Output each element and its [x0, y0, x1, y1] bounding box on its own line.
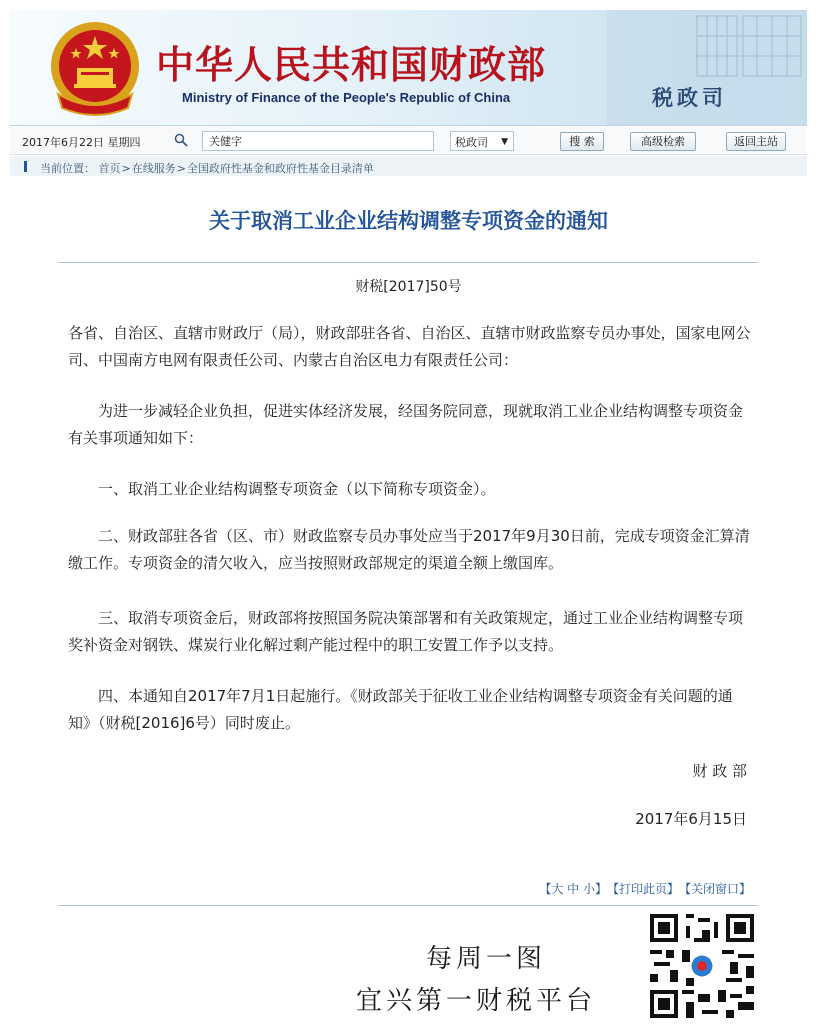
article-paragraph: 二、财政部驻各省（区、市）财政监察专员办事处应当于2017年9月30日前，完成专项资金汇算清缴工作。专项资金的清欠收入，应当按照财政部规定的渠道全额上缴国库。	[68, 527, 750, 572]
close-window-link[interactable]: 【关闭窗口】	[684, 882, 751, 896]
breadcrumb-text	[40, 160, 374, 176]
breadcrumb-item-fund-list[interactable]: 全国政府性基金和政府性基金目录清单	[186, 162, 374, 175]
breadcrumb	[10, 156, 807, 176]
keyword-input[interactable]	[202, 131, 434, 151]
breadcrumb-marker	[24, 161, 27, 172]
breadcrumb-separator: >	[121, 162, 131, 175]
breadcrumb-item-online-service[interactable]: 在线服务	[131, 162, 176, 175]
divider	[58, 262, 758, 263]
article-paragraph: 四、本通知自2017年7月1日起施行。《财政部关于征收工业企业结构调整专项资金有关问题的通知》（财税[2016]6号）同时废止。	[68, 687, 733, 732]
article-title: 关于取消工业企业结构调整专项资金的通知	[209, 209, 608, 233]
font-size-link[interactable]: 【大 中 小】	[539, 882, 607, 896]
qr-code-icon	[650, 914, 754, 1018]
divider	[58, 905, 758, 906]
print-page-link[interactable]: 【打印此页】	[612, 882, 679, 896]
advanced-search-button[interactable]: 高级检索	[630, 132, 696, 151]
article-paragraph: 为进一步减轻企业负担，促进实体经济发展，经国务院同意，现就取消工业企业结构调整专项资金有关事项通知如下：	[68, 402, 744, 447]
chevron-down-icon: ▼	[501, 137, 508, 147]
signature: 财 政 部	[692, 762, 747, 780]
promo-line-1: 每周一图	[426, 944, 547, 974]
article-paragraph: 一、取消工业企业结构调整专项资金（以下简称专项资金）。	[98, 480, 496, 498]
category-select[interactable]	[450, 131, 514, 151]
header-banner	[10, 10, 807, 126]
site-title-en: Ministry of Finance of the People's Republic of China	[182, 90, 511, 105]
breadcrumb-item-home[interactable]: 首页	[98, 162, 121, 175]
toolbar	[10, 127, 807, 155]
site-title-cn: 中华人民共和国财政部	[156, 43, 547, 87]
category-select-value: 税政司	[455, 136, 488, 149]
search-icon	[174, 133, 188, 147]
current-date: 2017年6月22日 星期四	[22, 136, 141, 149]
department-label: 税政司	[652, 86, 727, 110]
breadcrumb-label: 当前位置：	[40, 162, 95, 175]
footer-links	[533, 880, 751, 897]
national-emblem-icon	[46, 16, 144, 122]
breadcrumb-separator: >	[176, 162, 186, 175]
return-home-button[interactable]: 返回主站	[726, 132, 786, 151]
search-button[interactable]: 搜 索	[560, 132, 604, 151]
sign-date: 2017年6月15日	[635, 810, 747, 828]
article-paragraph: 三、取消专项资金后，财政部将按照国务院决策部署和有关政策规定，通过工业企业结构调整专项奖补资金对钢铁、煤炭行业化解过剩产能过程中的职工安置工作予以支持。	[68, 609, 744, 654]
promo-line-2: 宜兴第一财税平台	[356, 986, 597, 1016]
article-paragraph: 各省、自治区、直辖市财政厅（局），财政部驻各省、自治区、直辖市财政监察专员办事处，国家电网公司、中国南方电网有限责任公司、内蒙古自治区电力有限责任公司：	[68, 324, 751, 369]
document-number: 财税[2017]50号	[355, 279, 462, 295]
